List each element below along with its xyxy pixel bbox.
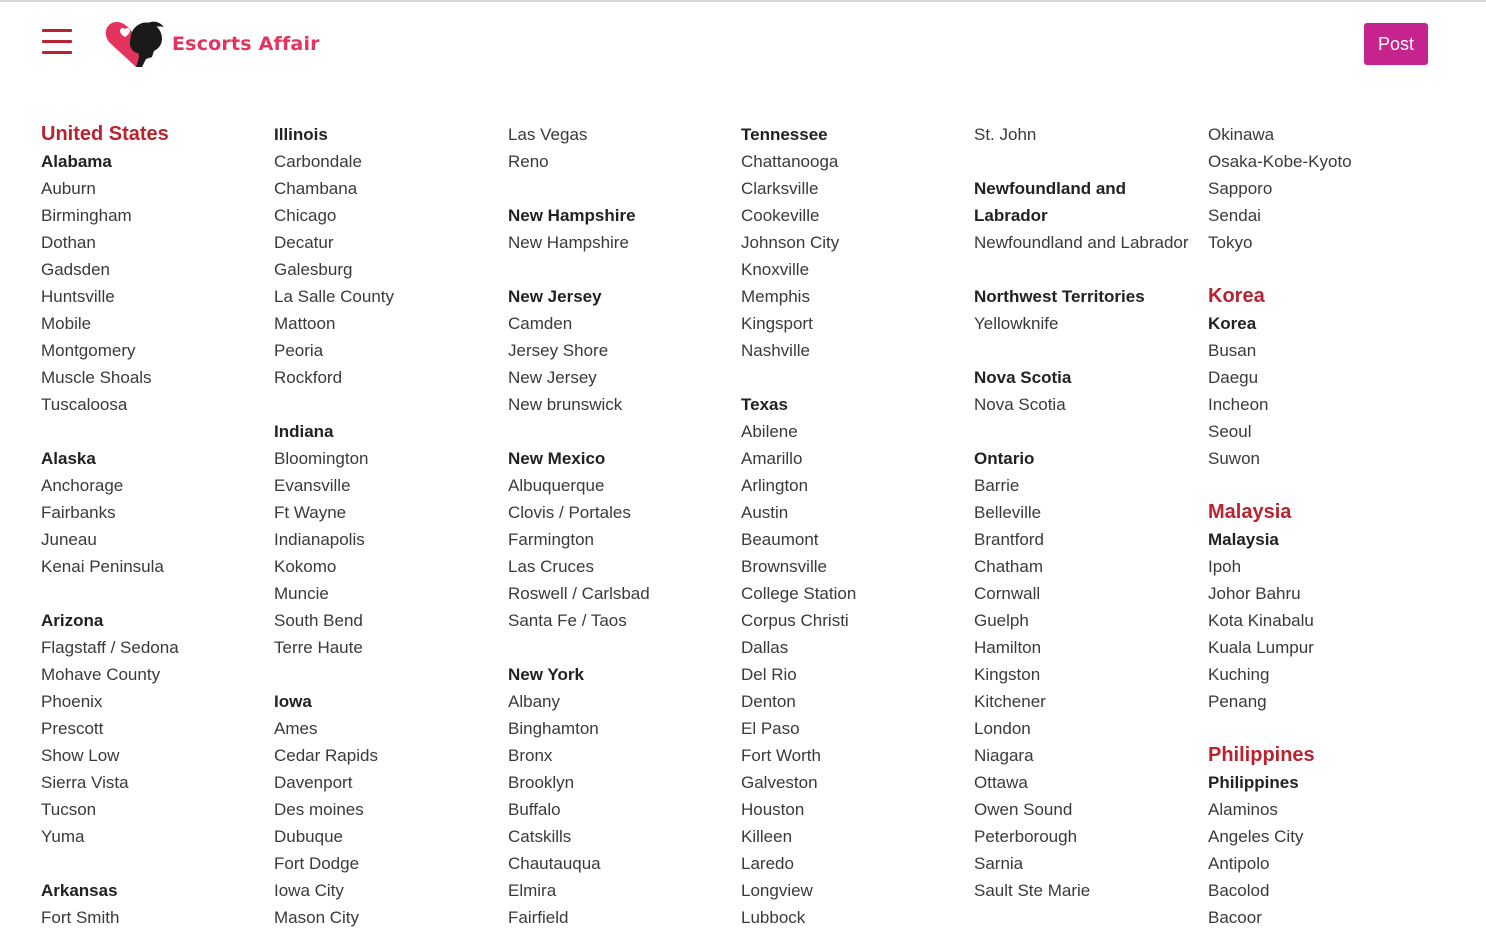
- location-column-3: [508, 121, 738, 931]
- city-link[interactable]: Abilene: [741, 422, 798, 441]
- city-link[interactable]: Phoenix: [41, 692, 103, 711]
- city-link[interactable]: College Station: [741, 584, 857, 603]
- region-heading[interactable]: Texas: [741, 395, 788, 414]
- location-column-4: [741, 121, 971, 931]
- heart-profile-logo-icon: [102, 17, 166, 71]
- spacer: [974, 337, 1204, 364]
- region-heading[interactable]: New Mexico: [508, 449, 606, 468]
- site-logo[interactable]: [102, 17, 320, 71]
- city-link[interactable]: Kuala Lumpur: [1208, 638, 1314, 657]
- city-link[interactable]: Austin: [741, 503, 789, 522]
- spacer: [1208, 256, 1438, 283]
- menu-bar: [42, 40, 72, 43]
- country-heading[interactable]: Philippines: [1208, 744, 1315, 766]
- region-heading[interactable]: Indiana: [274, 422, 334, 441]
- city-link[interactable]: Huntsville: [41, 287, 115, 306]
- city-link[interactable]: Osaka-Kobe-Kyoto: [1208, 152, 1352, 171]
- city-link[interactable]: Ames: [274, 719, 318, 738]
- city-link[interactable]: Gadsden: [41, 260, 110, 279]
- spacer: [974, 418, 1204, 445]
- city-link[interactable]: Fort Dodge: [274, 854, 360, 873]
- city-link[interactable]: Newfoundland and Labrador: [974, 233, 1189, 252]
- region-heading[interactable]: New York: [508, 665, 584, 684]
- top-border: [0, 0, 1486, 2]
- city-link[interactable]: Ipoh: [1208, 557, 1242, 576]
- city-link[interactable]: Catskills: [508, 827, 572, 846]
- region-heading[interactable]: New Jersey: [508, 287, 602, 306]
- spacer: [508, 418, 738, 445]
- region-heading[interactable]: Alabama: [41, 152, 112, 171]
- city-link[interactable]: Buffalo: [508, 800, 561, 819]
- city-link[interactable]: Muncie: [274, 584, 329, 603]
- location-column-1: [41, 121, 271, 931]
- city-link[interactable]: Busan: [1208, 341, 1257, 360]
- city-link[interactable]: Mobile: [41, 314, 92, 333]
- city-link[interactable]: Guelph: [974, 611, 1029, 630]
- city-link[interactable]: Kokomo: [274, 557, 337, 576]
- city-link[interactable]: Penang: [1208, 692, 1267, 711]
- region-heading[interactable]: Arkansas: [41, 881, 118, 900]
- city-link[interactable]: Peterborough: [974, 827, 1078, 846]
- city-link[interactable]: Mattoon: [274, 314, 336, 333]
- city-link[interactable]: Chatham: [974, 557, 1043, 576]
- city-link[interactable]: Nashville: [741, 341, 810, 360]
- spacer: [274, 661, 504, 688]
- city-link[interactable]: Cookeville: [741, 206, 820, 225]
- city-link[interactable]: Albany: [508, 692, 560, 711]
- city-link[interactable]: Tokyo: [1208, 233, 1253, 252]
- spacer: [1208, 715, 1438, 742]
- city-link[interactable]: Camden: [508, 314, 573, 333]
- menu-bar: [42, 29, 72, 32]
- city-link[interactable]: Flagstaff / Sedona: [41, 638, 179, 657]
- city-link[interactable]: Barrie: [974, 476, 1020, 495]
- region-heading[interactable]: Arizona: [41, 611, 104, 630]
- hamburger-menu-icon[interactable]: [42, 27, 72, 57]
- city-link[interactable]: Alaminos: [1208, 800, 1278, 819]
- city-link[interactable]: Corpus Christi: [741, 611, 849, 630]
- city-link[interactable]: Arlington: [741, 476, 809, 495]
- spacer: [974, 148, 1204, 175]
- city-link[interactable]: Chambana: [274, 179, 358, 198]
- city-link[interactable]: Indianapolis: [274, 530, 365, 549]
- city-link[interactable]: Fort Smith: [41, 908, 120, 927]
- city-link[interactable]: Laredo: [741, 854, 794, 873]
- spacer: [508, 256, 738, 283]
- city-link[interactable]: Dallas: [741, 638, 789, 657]
- city-link[interactable]: Brooklyn: [508, 773, 575, 792]
- city-link[interactable]: Kingston: [974, 665, 1041, 684]
- city-link[interactable]: Carbondale: [274, 152, 362, 171]
- city-link[interactable]: Bacoor: [1208, 908, 1262, 927]
- city-link[interactable]: London: [974, 719, 1031, 738]
- region-heading[interactable]: Newfoundland and Labrador: [974, 179, 1127, 225]
- region-heading[interactable]: Tennessee: [741, 125, 828, 144]
- region-heading[interactable]: Ontario: [974, 449, 1035, 468]
- city-link[interactable]: Sault Ste Marie: [974, 881, 1091, 900]
- spacer: [41, 580, 271, 607]
- city-link[interactable]: Johor Bahru: [1208, 584, 1301, 603]
- city-link[interactable]: Chautauqua: [508, 854, 601, 873]
- region-heading[interactable]: New Hampshire: [508, 206, 636, 225]
- spacer: [41, 850, 271, 877]
- city-link[interactable]: Santa Fe / Taos: [508, 611, 627, 630]
- logo-text: Escorts Affair: [172, 33, 320, 55]
- city-link[interactable]: Anchorage: [41, 476, 124, 495]
- city-link[interactable]: Del Rio: [741, 665, 797, 684]
- spacer: [274, 391, 504, 418]
- city-link[interactable]: Yellowknife: [974, 314, 1059, 333]
- city-link[interactable]: Kingsport: [741, 314, 813, 333]
- location-column-6: [1208, 121, 1438, 931]
- city-link[interactable]: Ottawa: [974, 773, 1028, 792]
- city-link[interactable]: Daegu: [1208, 368, 1259, 387]
- city-link[interactable]: Dubuque: [274, 827, 344, 846]
- spacer: [508, 175, 738, 202]
- city-link[interactable]: Rockford: [274, 368, 343, 387]
- city-link[interactable]: Angeles City: [1208, 827, 1304, 846]
- spacer: [974, 256, 1204, 283]
- city-link[interactable]: Reno: [508, 152, 549, 171]
- city-link[interactable]: La Salle County: [274, 287, 395, 306]
- city-link[interactable]: Sapporo: [1208, 179, 1273, 198]
- city-link[interactable]: Bacolod: [1208, 881, 1270, 900]
- city-link[interactable]: Farmington: [508, 530, 594, 549]
- city-link[interactable]: Chattanooga: [741, 152, 839, 171]
- city-link[interactable]: Roswell / Carlsbad: [508, 584, 650, 603]
- city-link[interactable]: Tucson: [41, 800, 97, 819]
- city-link[interactable]: Sarnia: [974, 854, 1024, 873]
- location-column-5: [974, 121, 1204, 904]
- city-link[interactable]: Hamilton: [974, 638, 1042, 657]
- city-link[interactable]: Owen Sound: [974, 800, 1073, 819]
- city-link[interactable]: Auburn: [41, 179, 96, 198]
- city-link[interactable]: Antipolo: [1208, 854, 1270, 873]
- city-link[interactable]: Nova Scotia: [974, 395, 1066, 414]
- city-link[interactable]: Jersey Shore: [508, 341, 609, 360]
- city-link[interactable]: Brantford: [974, 530, 1044, 549]
- city-link[interactable]: Killeen: [741, 827, 793, 846]
- city-link[interactable]: Belleville: [974, 503, 1042, 522]
- city-link[interactable]: Albuquerque: [508, 476, 605, 495]
- city-link[interactable]: Suwon: [1208, 449, 1260, 468]
- city-link[interactable]: Memphis: [741, 287, 810, 306]
- city-link[interactable]: Elmira: [508, 881, 557, 900]
- country-heading[interactable]: Korea: [1208, 285, 1265, 307]
- city-link[interactable]: Galesburg: [274, 260, 353, 279]
- region-heading[interactable]: Nova Scotia: [974, 368, 1072, 387]
- city-link[interactable]: Cedar Rapids: [274, 746, 378, 765]
- country-heading[interactable]: United States: [41, 123, 169, 145]
- city-link[interactable]: Houston: [741, 800, 805, 819]
- city-link[interactable]: Montgomery: [41, 341, 136, 360]
- city-link[interactable]: Iowa City: [274, 881, 344, 900]
- region-heading[interactable]: Korea: [1208, 314, 1257, 333]
- city-link[interactable]: Amarillo: [741, 449, 803, 468]
- spacer: [508, 634, 738, 661]
- city-link[interactable]: Cornwall: [974, 584, 1041, 603]
- city-link[interactable]: Knoxville: [741, 260, 810, 279]
- city-link[interactable]: Chicago: [274, 206, 337, 225]
- city-link[interactable]: New Hampshire: [508, 233, 629, 252]
- city-link[interactable]: Decatur: [274, 233, 334, 252]
- city-link[interactable]: Fairbanks: [41, 503, 116, 522]
- city-link[interactable]: Denton: [741, 692, 796, 711]
- city-link[interactable]: Niagara: [974, 746, 1034, 765]
- spacer: [1208, 472, 1438, 499]
- city-link[interactable]: Ft Wayne: [274, 503, 347, 522]
- region-heading[interactable]: Malaysia: [1208, 530, 1279, 549]
- region-heading[interactable]: Iowa: [274, 692, 312, 711]
- city-link[interactable]: Galveston: [741, 773, 818, 792]
- city-link[interactable]: Muscle Shoals: [41, 368, 152, 387]
- city-link[interactable]: Kuching: [1208, 665, 1270, 684]
- city-link[interactable]: El Paso: [741, 719, 800, 738]
- city-link[interactable]: Fairfield: [508, 908, 569, 927]
- city-link[interactable]: Dothan: [41, 233, 96, 252]
- city-link[interactable]: New brunswick: [508, 395, 623, 414]
- city-link[interactable]: Kenai Peninsula: [41, 557, 164, 576]
- spacer: [741, 364, 971, 391]
- city-link[interactable]: Peoria: [274, 341, 324, 360]
- city-link[interactable]: Longview: [741, 881, 813, 900]
- city-link[interactable]: Yuma: [41, 827, 85, 846]
- city-link[interactable]: Seoul: [1208, 422, 1252, 441]
- region-heading[interactable]: Northwest Territories: [974, 287, 1145, 306]
- city-link[interactable]: Juneau: [41, 530, 97, 549]
- city-link[interactable]: Lubbock: [741, 908, 806, 927]
- region-heading[interactable]: Illinois: [274, 125, 328, 144]
- city-link[interactable]: Clarksville: [741, 179, 819, 198]
- region-heading[interactable]: Alaska: [41, 449, 96, 468]
- city-link[interactable]: Mohave County: [41, 665, 161, 684]
- city-link[interactable]: Kitchener: [974, 692, 1046, 711]
- region-heading[interactable]: Philippines: [1208, 773, 1299, 792]
- city-link[interactable]: Terre Haute: [274, 638, 363, 657]
- location-column-2: [274, 121, 504, 931]
- city-link[interactable]: Fort Worth: [741, 746, 821, 765]
- country-heading[interactable]: Malaysia: [1208, 501, 1292, 523]
- city-link[interactable]: St. John: [974, 125, 1037, 144]
- city-link[interactable]: Prescott: [41, 719, 104, 738]
- city-link[interactable]: Bloomington: [274, 449, 369, 468]
- menu-bar: [42, 51, 72, 54]
- city-link[interactable]: Johnson City: [741, 233, 840, 252]
- city-link[interactable]: Sendai: [1208, 206, 1261, 225]
- city-link[interactable]: Show Low: [41, 746, 120, 765]
- spacer: [41, 418, 271, 445]
- city-link[interactable]: Bronx: [508, 746, 553, 765]
- city-link[interactable]: Sierra Vista: [41, 773, 129, 792]
- city-link[interactable]: Mason City: [274, 908, 360, 927]
- city-link[interactable]: Tuscaloosa: [41, 395, 128, 414]
- city-link[interactable]: New Jersey: [508, 368, 597, 387]
- city-link[interactable]: Kota Kinabalu: [1208, 611, 1314, 630]
- city-link[interactable]: Okinawa: [1208, 125, 1275, 144]
- city-link[interactable]: Las Cruces: [508, 557, 594, 576]
- city-link[interactable]: Davenport: [274, 773, 353, 792]
- city-link[interactable]: South Bend: [274, 611, 363, 630]
- city-link[interactable]: Des moines: [274, 800, 364, 819]
- city-link[interactable]: Birmingham: [41, 206, 132, 225]
- city-link[interactable]: Incheon: [1208, 395, 1269, 414]
- city-link[interactable]: Beaumont: [741, 530, 819, 549]
- city-link[interactable]: Evansville: [274, 476, 351, 495]
- post-button[interactable]: Post: [1364, 23, 1428, 65]
- city-link[interactable]: Clovis / Portales: [508, 503, 631, 522]
- city-link[interactable]: Binghamton: [508, 719, 599, 738]
- city-link[interactable]: Las Vegas: [508, 125, 588, 144]
- city-link[interactable]: Brownsville: [741, 557, 827, 576]
